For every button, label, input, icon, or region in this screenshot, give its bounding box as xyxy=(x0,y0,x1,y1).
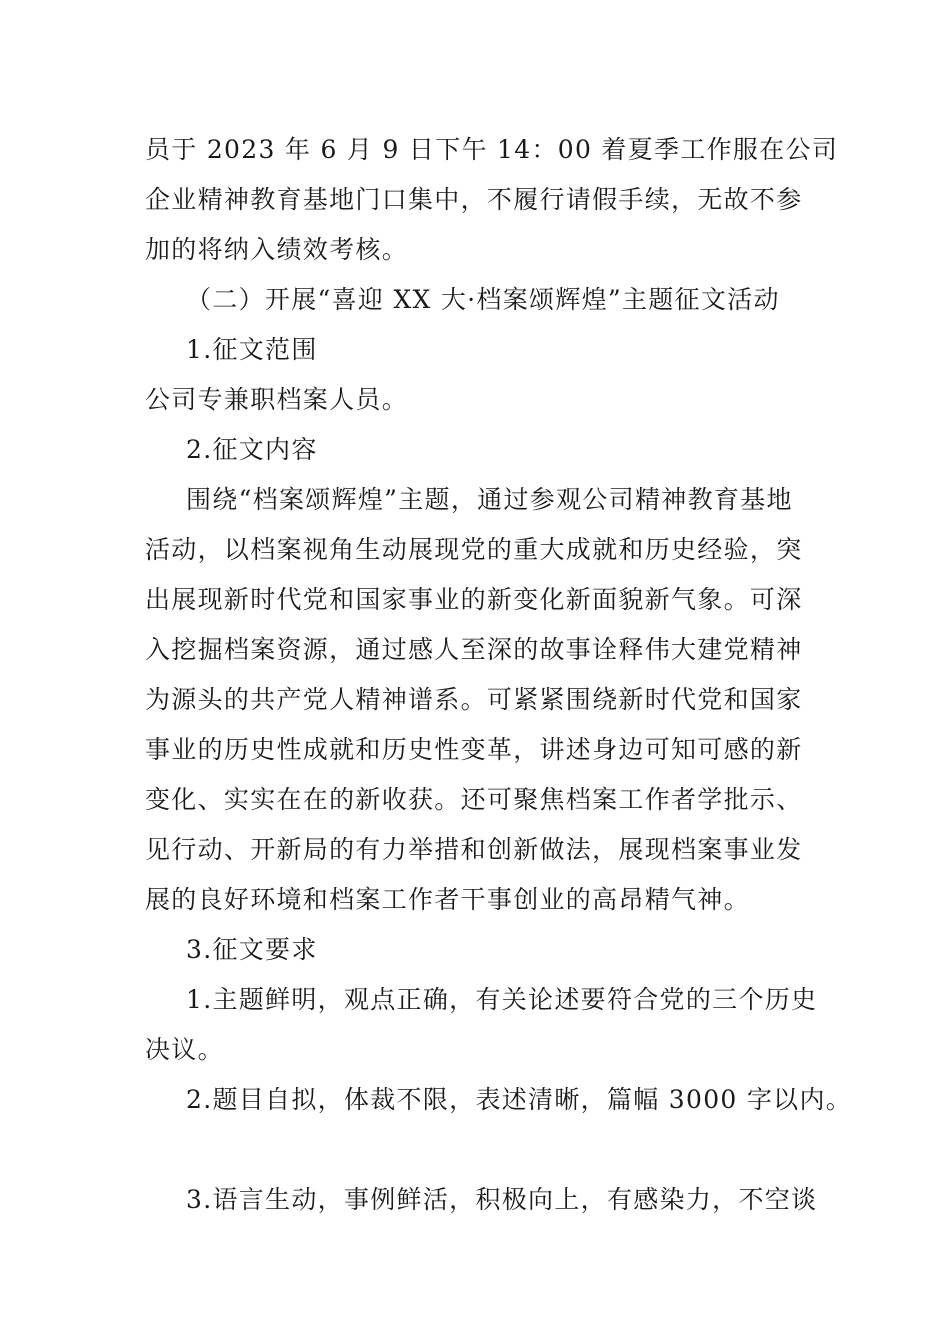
paragraph-line: 加的将纳入绩效考核。 xyxy=(145,235,409,264)
paragraph-line: 为源头的共产党人精神谱系。可紧紧围绕新时代党和国家 xyxy=(145,685,803,714)
paragraph-line: 事业的历史性成就和历史性变革，讲述身边可知可感的新 xyxy=(145,735,803,764)
paragraph-line: 活动，以档案视角生动展现党的重大成就和历史经验，突 xyxy=(145,535,803,564)
paragraph-line: 出展现新时代党和国家事业的新变化新面貌新气象。可深 xyxy=(145,585,803,614)
subheading-scope: 1.征文范围 xyxy=(186,335,318,364)
subheading-content: 2.征文内容 xyxy=(186,435,318,464)
paragraph-line: 展的良好环境和档案工作者干事创业的高昂精气神。 xyxy=(145,885,750,914)
paragraph-line: 公司专兼职档案人员。 xyxy=(145,385,409,414)
list-item: 3.语言生动，事例鲜活，积极向上，有感染力，不空谈 xyxy=(186,1185,818,1214)
paragraph-line: 决议。 xyxy=(145,1035,224,1064)
paragraph-line: 入挖掘档案资源，通过感人至深的故事诠释伟大建党精神 xyxy=(145,635,803,664)
section-heading: （二）开展“喜迎 XX 大·档案颂辉煌”主题征文活动 xyxy=(186,285,780,314)
paragraph-line: 围绕“档案颂辉煌”主题，通过参观公司精神教育基地 xyxy=(186,485,793,514)
paragraph-line: 员于 2023 年 6 月 9 日下午 14：00 着夏季工作服在公司 xyxy=(145,135,839,164)
paragraph-line: 企业精神教育基地门口集中，不履行请假手续，无故不参 xyxy=(145,185,803,214)
list-item: 2.题目自拟，体裁不限，表述清晰，篇幅 3000 字以内。 xyxy=(186,1085,853,1114)
paragraph-line: 见行动、开新局的有力举措和创新做法，展现档案事业发 xyxy=(145,835,803,864)
paragraph-line: 变化、实实在在的新收获。还可聚焦档案工作者学批示、 xyxy=(145,785,803,814)
list-item: 1.主题鲜明，观点正确，有关论述要符合党的三个历史 xyxy=(186,985,818,1014)
subheading-requirements: 3.征文要求 xyxy=(186,935,318,964)
